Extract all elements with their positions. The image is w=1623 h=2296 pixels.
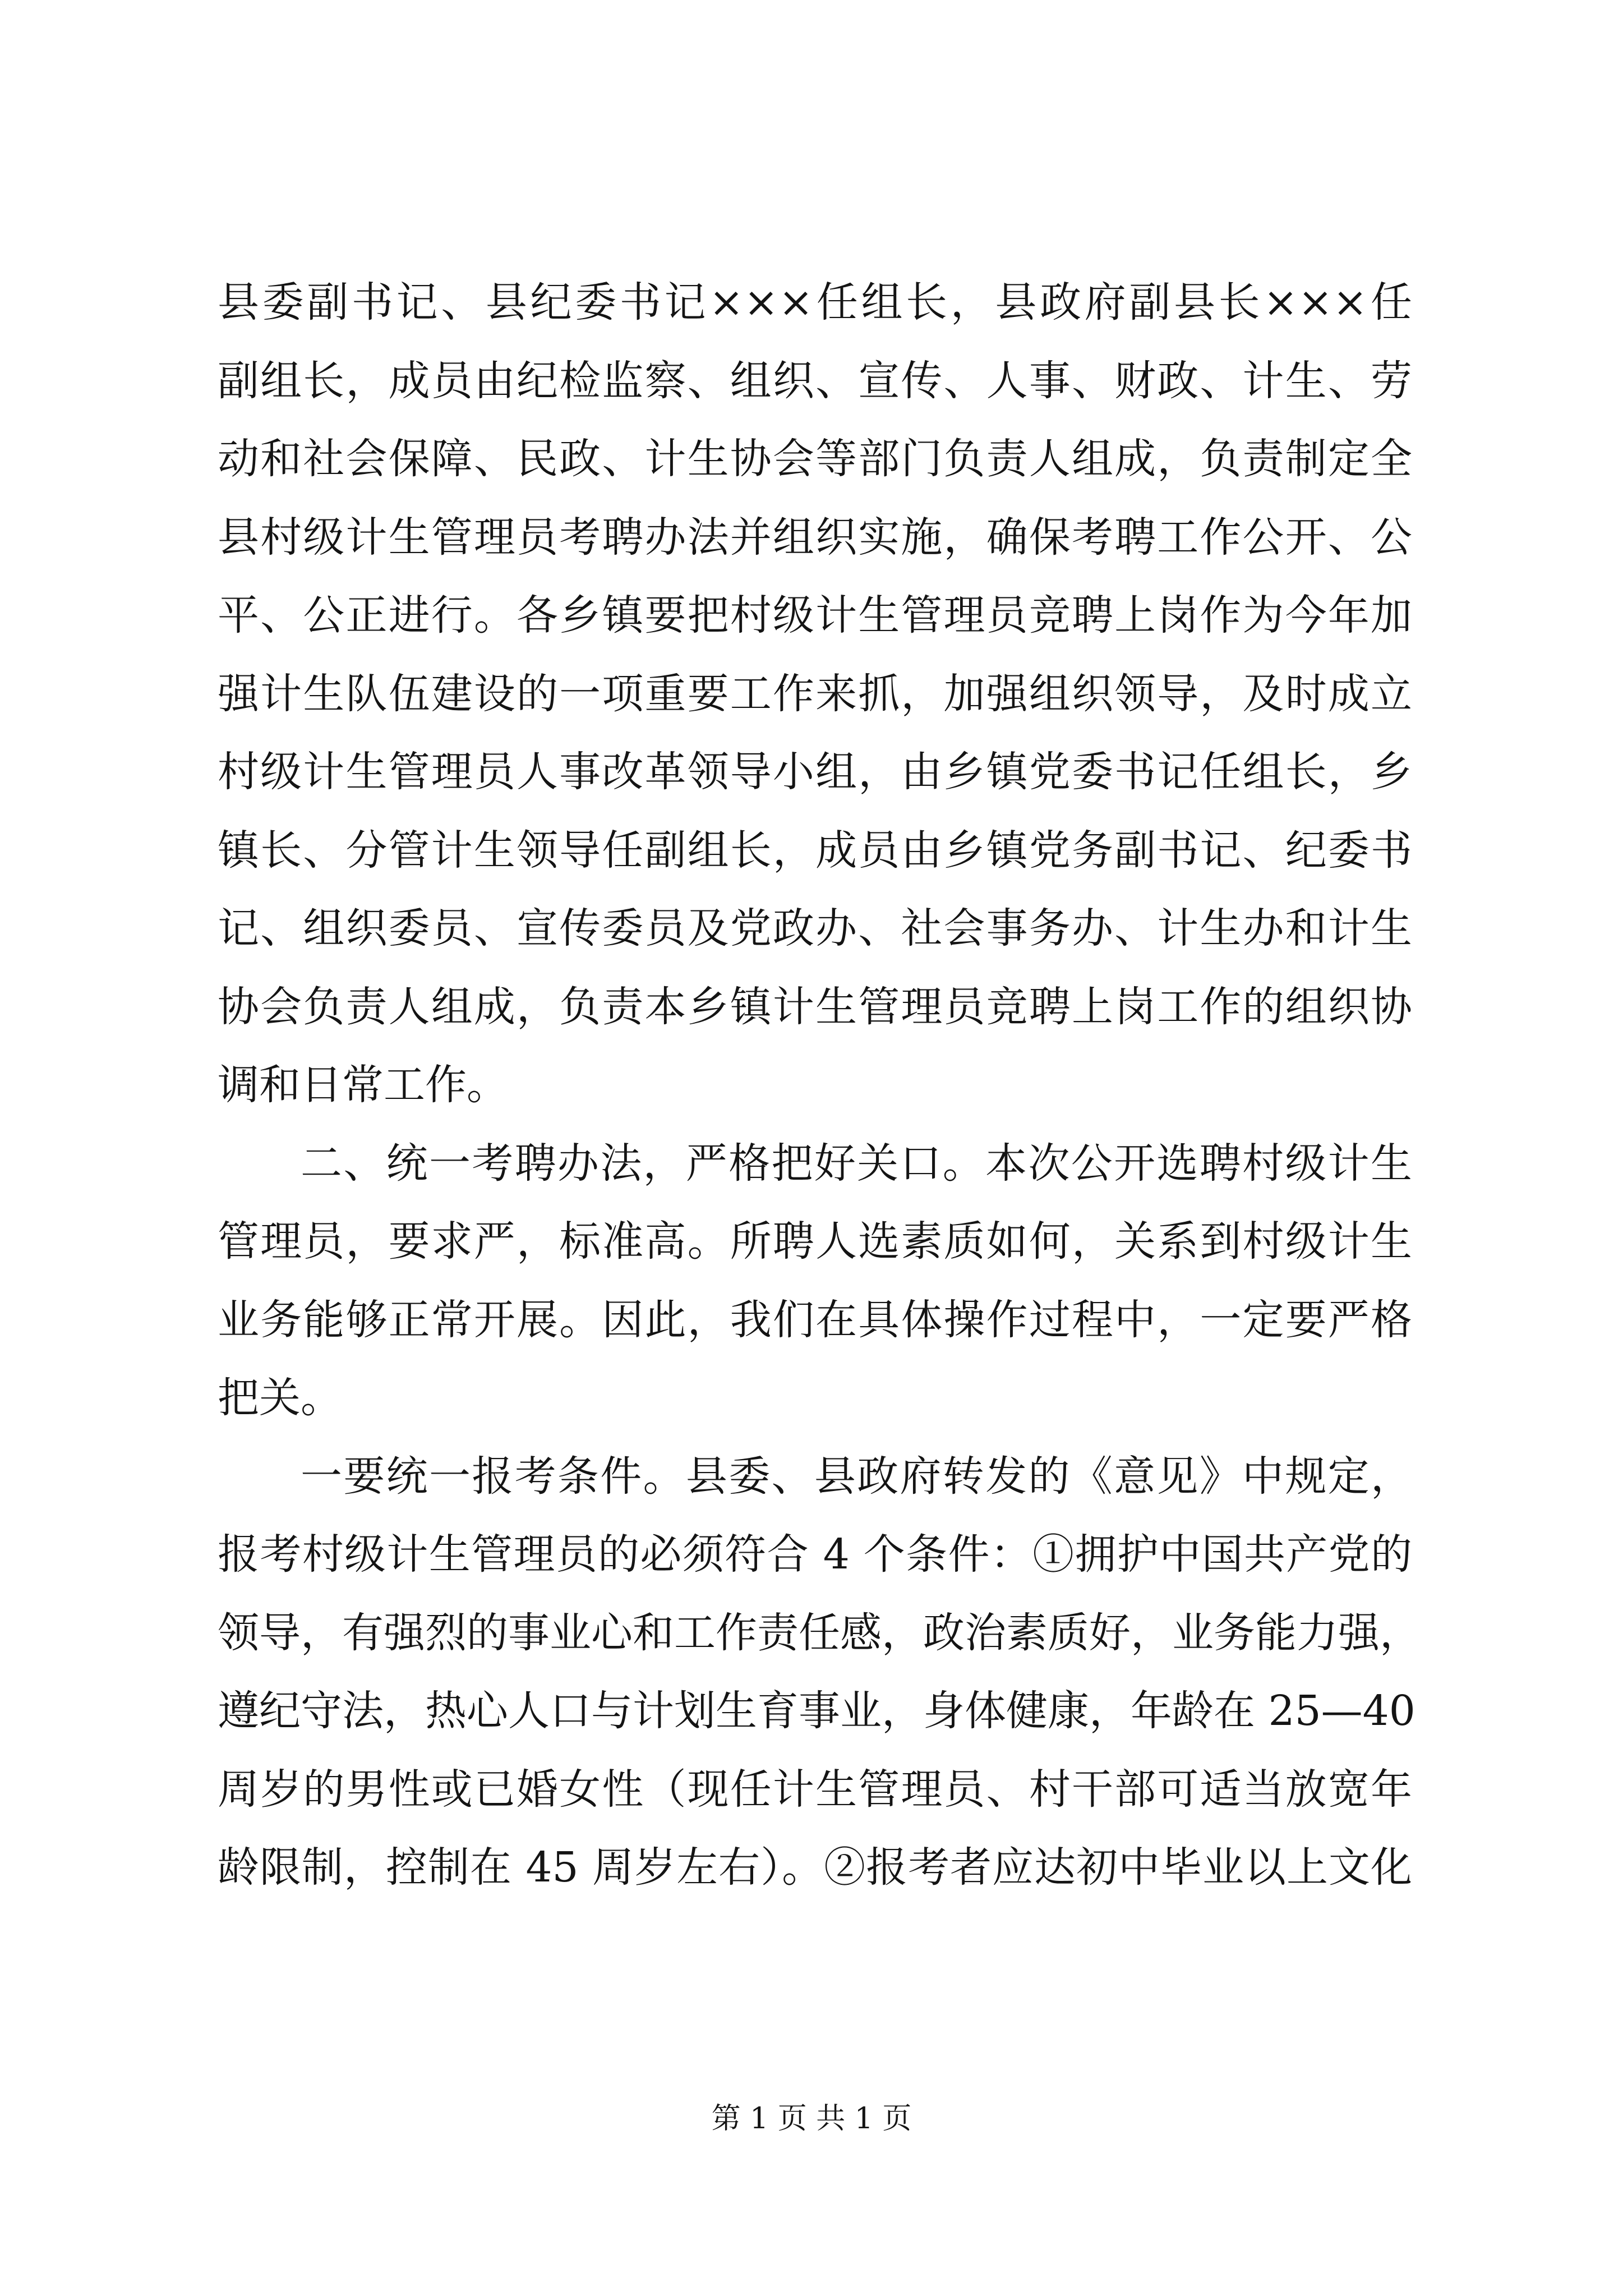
text-line: 调和日常工作。	[218, 1061, 508, 1109]
text-line: 协会负责人组成，负责本乡镇计生管理员竞聘上岗工作的组织协	[218, 982, 1412, 1031]
text-line: 副组长，成员由纪检监察、组织、宣传、人事、财政、计生、劳	[218, 356, 1412, 405]
text-line: 平、公正进行。各乡镇要把村级计生管理员竞聘上岗作为今年加	[218, 591, 1412, 639]
text-line: 二、统一考聘办法，严格把好关口。本次公开选聘村级计生	[301, 1139, 1412, 1188]
text-line: 报考村级计生管理员的必须符合 4 个条件：①拥护中国共产党的	[218, 1530, 1412, 1579]
text-line: 领导，有强烈的事业心和工作责任感，政治素质好，业务能力强，	[218, 1608, 1421, 1657]
text-line: 县村级计生管理员考聘办法并组织实施，确保考聘工作公开、公	[218, 513, 1412, 562]
text-line: 动和社会保障、民政、计生协会等部门负责人组成，负责制定全	[218, 435, 1412, 483]
page-footer: 第 1 页 共 1 页	[711, 2102, 912, 2136]
text-line: 镇长、分管计生领导任副组长，成员由乡镇党务副书记、纪委书	[218, 826, 1412, 875]
text-line: 把关。	[218, 1374, 342, 1422]
text-line: 村级计生管理员人事改革领导小组，由乡镇党委书记任组长，乡	[218, 748, 1412, 796]
document-body	[218, 264, 1421, 1907]
text-line: 管理员，要求严，标准高。所聘人选素质如何，关系到村级计生	[218, 1217, 1412, 1266]
text-line: 县委副书记、县纪委书记×××任组长，县政府副县长×××任	[218, 278, 1412, 326]
text-line: 周岁的男性或已婚女性（现任计生管理员、村干部可适当放宽年	[218, 1765, 1412, 1814]
text-line: 记、组织委员、宣传委员及党政办、社会事务办、计生办和计生	[218, 904, 1412, 953]
text-line: 一要统一报考条件。县委、县政府转发的《意见》中规定，	[301, 1452, 1412, 1501]
text-line: 龄限制，控制在 45 周岁左右）。②报考者应达初中毕业以上文化	[218, 1843, 1412, 1892]
text-line: 业务能够正常开展。因此，我们在具体操作过程中，一定要严格	[218, 1295, 1412, 1344]
text-line: 强计生队伍建设的一项重要工作来抓，加强组织领导，及时成立	[218, 669, 1412, 718]
text-line: 遵纪守法，热心人口与计划生育事业，身体健康，年龄在 25—40	[218, 1687, 1415, 1735]
